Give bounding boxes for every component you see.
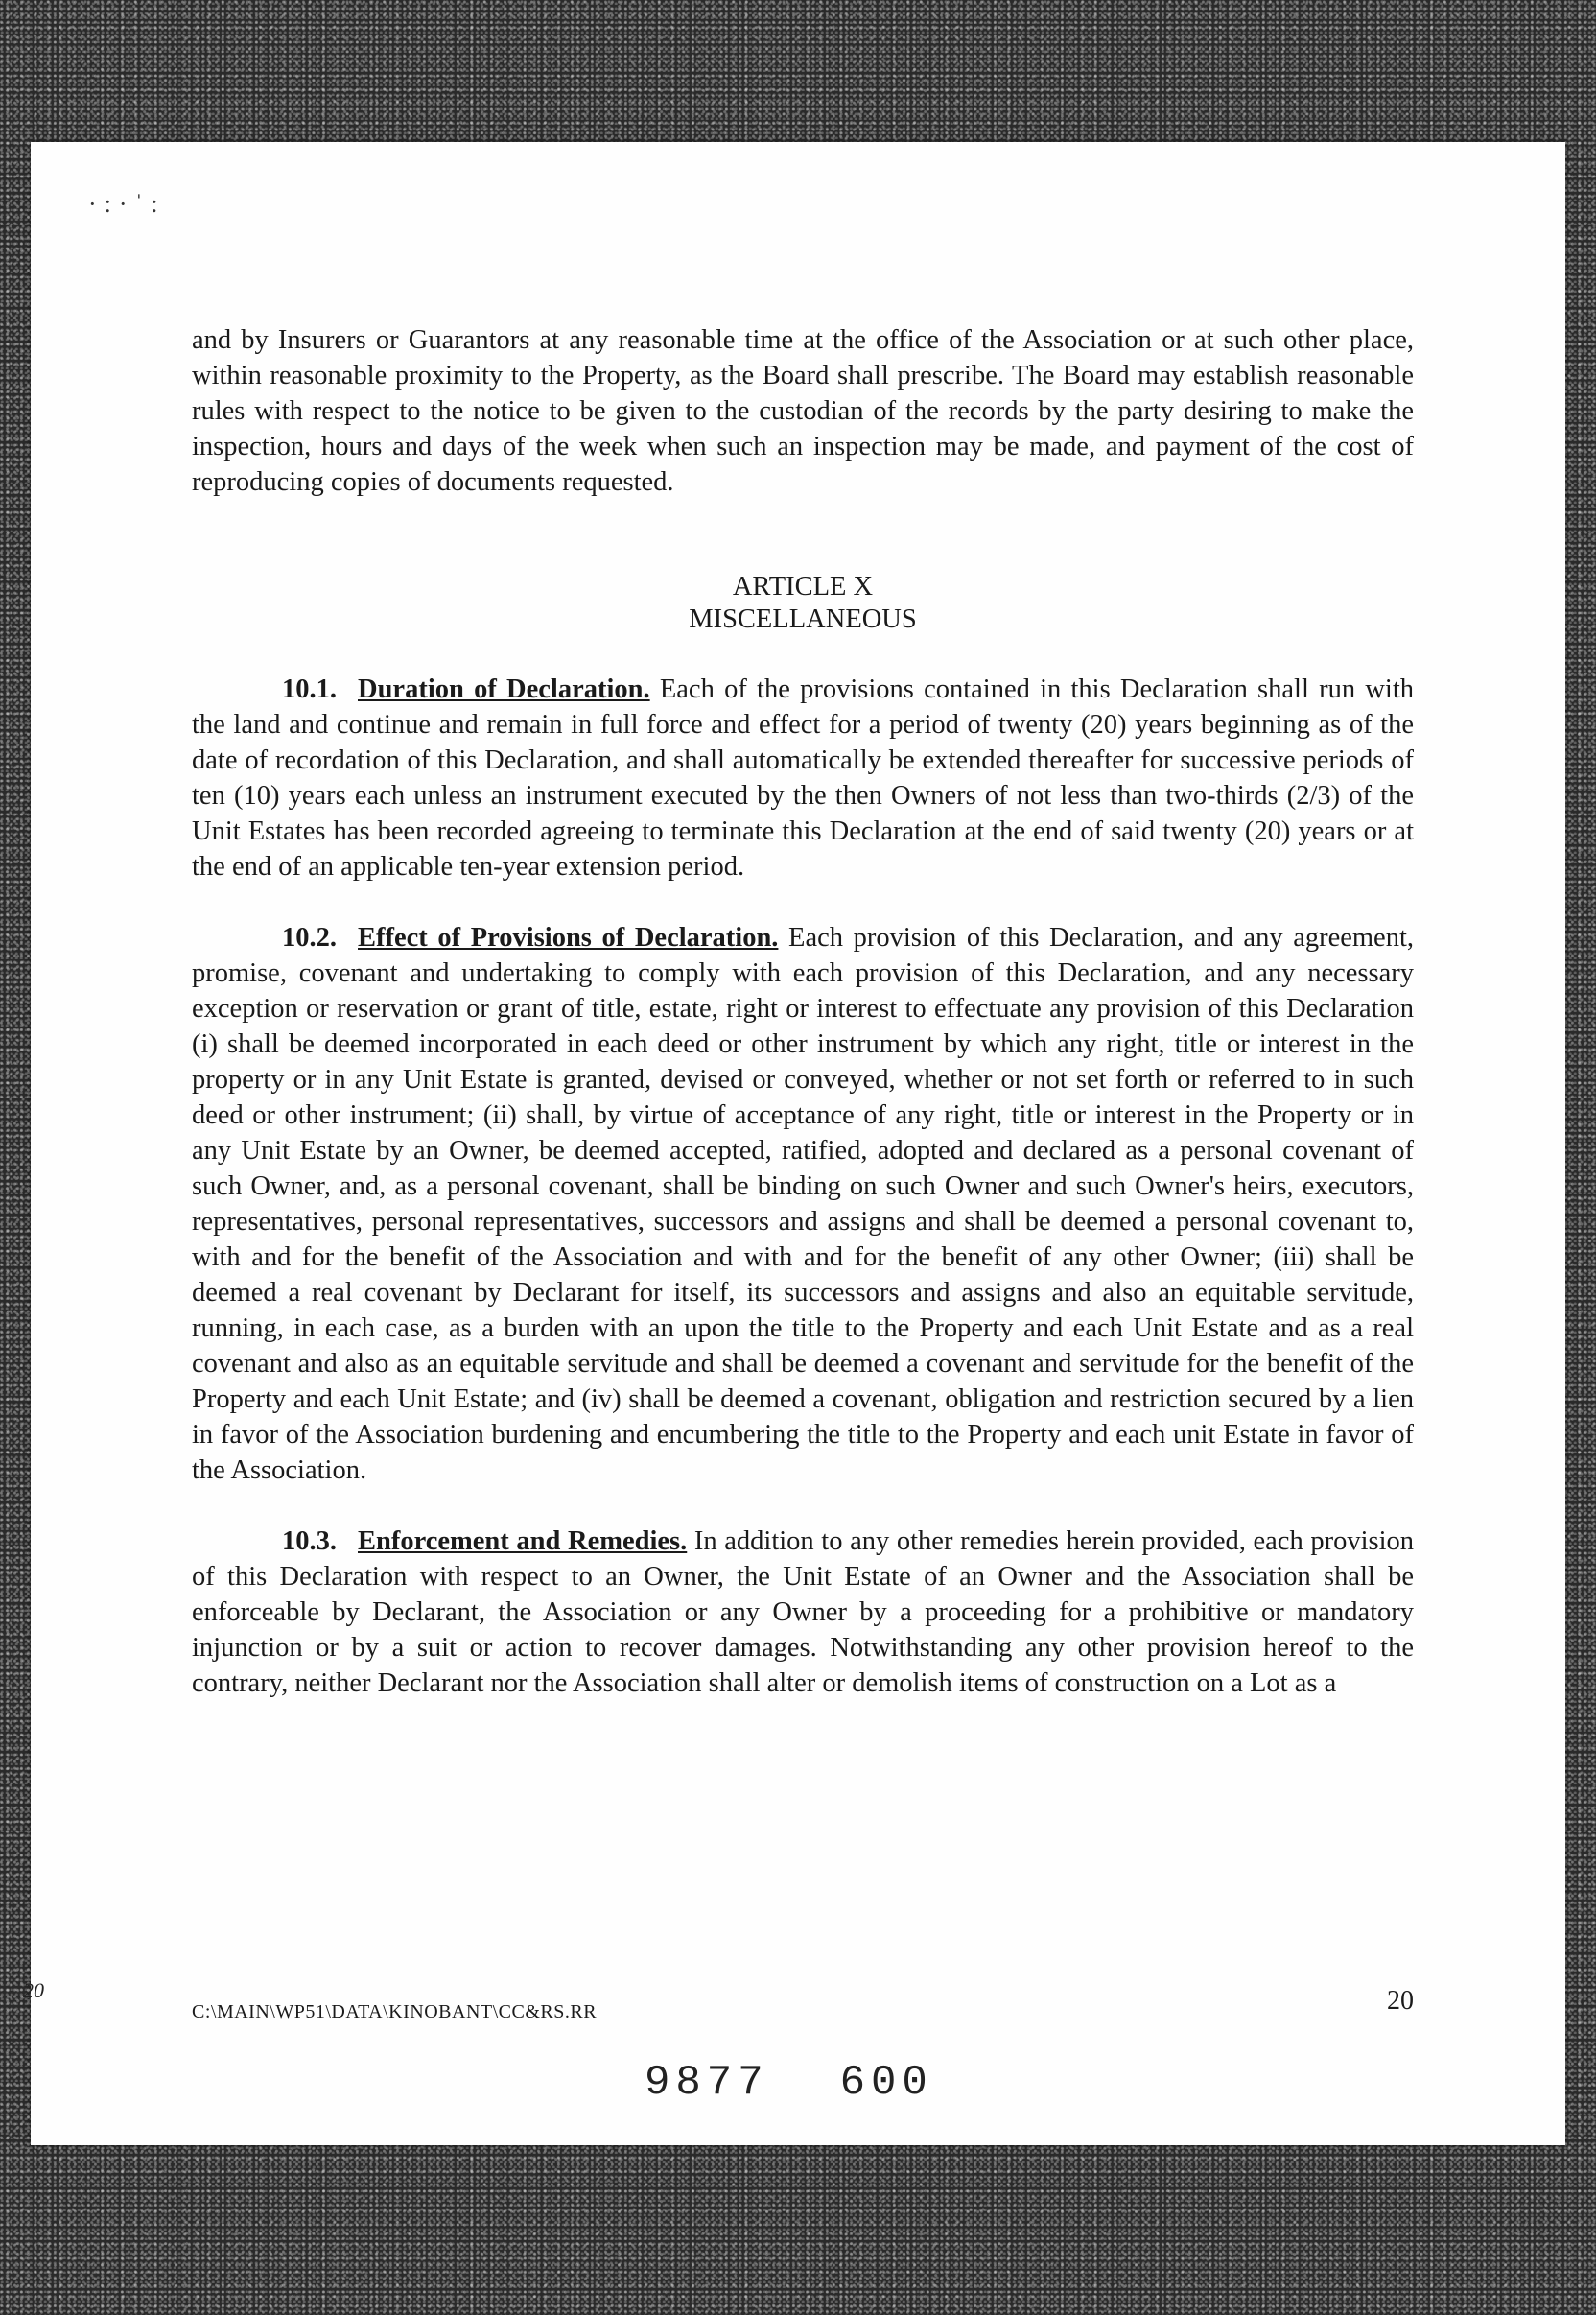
section-number: 10.1.: [282, 674, 337, 704]
stamp-book-number: 9877: [645, 2059, 769, 2107]
section-text: Each provision of this Declaration, and any agreement, promise, covenant and undertaking to comply with each provision of this Declaration, and any necessary exception or reservation or grant of title, estate, right or interest to effectuate any provision of this Declaration (i) shall be deemed incorporated in each deed or other instrument by which any right, title or interest in the property or in any Unit Estate is granted, devised or conveyed, whether or not set forth or referred to in such deed or other instrument; (ii) shall, by virtue of acceptance of any right, title or interest in the Property or in any Unit Estate by an Owner, be deemed accepted, ratified, adopted and declared as a personal covenant of such Owner, and, as a personal covenant, shall be binding on such Owner and such Owner's heirs, executors, representatives, personal representatives, successors and assigns and shall be deemed a personal covenant to, with and for the benefit of the Association and with and for the benefit of any other Owner; (iii) shall be deemed a real covenant by Declarant for itself, its successors and assigns and also an equitable servitude, running, in each case, as a burden with an upon the title to the Property and each Unit Estate and as a real covenant and also as an equitable servitude and shall be deemed a covenant and servitude for the benefit of the Property and each Unit Estate; and (iv) shall be deemed a covenant, obligation and restriction secured by a lien in favor of the Association burdening and encumbering the title to the Property and each unit Estate in favor of the Association.: [192, 923, 1414, 1485]
document-page: [31, 142, 1565, 2145]
section-10-1: [192, 672, 1414, 885]
section-10-2: [192, 920, 1414, 1488]
section-number: 10.2.: [282, 923, 337, 953]
article-number: ARTICLE X: [732, 572, 874, 602]
footer-file-path: C:\MAIN\WP51\DATA\KINOBANT\CC&RS.RR: [192, 2001, 598, 2022]
stamp-page-number: 600: [839, 2059, 933, 2107]
page-number: 20: [1387, 1986, 1414, 2016]
section-title: Enforcement and Remedies.: [358, 1526, 688, 1556]
recording-stamp: [645, 2059, 933, 2107]
margin-page-mark: 20: [23, 1978, 44, 2002]
article-heading: [192, 571, 1414, 636]
intro-paragraph: and by Insurers or Guarantors at any reasonable time at the office of the Association or at such other place, within reasonable proximity to the Property, as the Board shall prescribe. The Board may establish reasonable rules with respect to the notice to be given to the custodian of the records by the party desiring to make the inspection, hours and days of the week when such an inspection may be made, and payment of the cost of reproducing copies of documents requested.: [192, 325, 1414, 497]
document-body: [192, 322, 1414, 1701]
section-title: Effect of Provisions of Declaration.: [358, 923, 779, 953]
section-text: Each of the provisions contained in this Declaration shall run with the land and continue and remain in full force and effect for a period of twenty (20) years beginning as of the date of recordation of this Declaration, and shall automatically be extended thereafter for successive periods of ten (10) years each unless an instrument executed by the then Owners of not less than two-thirds (2/3) of the Unit Estates has been recorded agreeing to terminate this Declaration at the end of said twenty (20) years or at the end of an applicable ten-year extension period.: [192, 674, 1415, 882]
section-text: In addition to any other remedies herein provided, each provision of this Declaration with respect to an Owner, the Unit Estate of an Owner and the Association shall be enforceable by Declarant, the Association or any Owner by a proceeding for a prohibitive or mandatory injunction or by a suit or action to recover damages. Notwithstanding any other provision hereof to the contrary, neither Declarant nor the Association shall alter or demolish items of construction on a Lot as a: [192, 1526, 1414, 1698]
scan-speckles: ·:·ˈ:: [88, 190, 166, 218]
section-10-3: [192, 1524, 1414, 1701]
section-title: Duration of Declaration.: [358, 674, 650, 704]
article-title: MISCELLANEOUS: [689, 604, 917, 634]
section-number: 10.3.: [282, 1526, 337, 1556]
